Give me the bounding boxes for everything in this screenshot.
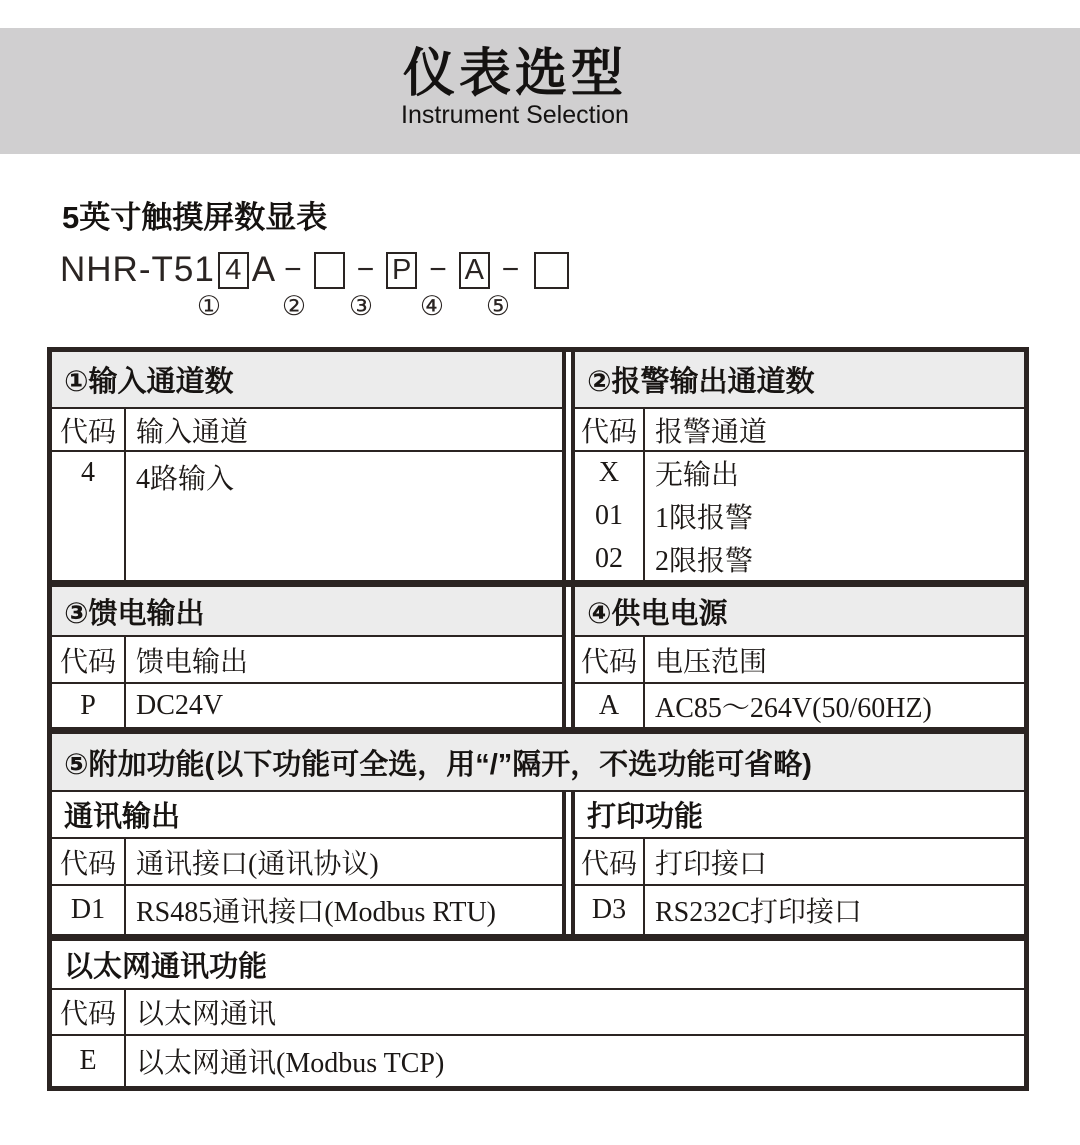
column-label: 打印接口 xyxy=(655,848,768,880)
table-row xyxy=(52,886,562,934)
desc-value: 无输出 xyxy=(655,460,740,492)
section4-column-row xyxy=(575,637,1024,684)
section-ethernet xyxy=(52,941,1024,1086)
print-column-row xyxy=(575,839,1024,886)
code-value: E xyxy=(52,1036,126,1086)
section-print-function xyxy=(571,792,1024,934)
table-row xyxy=(52,452,562,580)
table-rows-alarm xyxy=(575,452,1024,580)
desc-value: RS232C打印接口 xyxy=(655,897,862,928)
code-label: 代码 xyxy=(52,409,126,450)
product-heading: 5英寸触摸屏数显表 xyxy=(62,200,328,235)
table-row xyxy=(52,1036,1024,1086)
section-separator xyxy=(52,727,1024,734)
table-row xyxy=(575,684,1024,727)
section-input-channels xyxy=(52,352,566,580)
section-feed-output xyxy=(52,587,566,727)
model-position-marks xyxy=(0,291,1080,323)
print-subheader: 打印功能 xyxy=(575,792,1024,839)
circled-4: ④ xyxy=(419,291,445,321)
ethernet-column-row xyxy=(52,990,1024,1036)
code-value: D1 xyxy=(52,886,126,934)
section1-column-row xyxy=(52,409,562,452)
page-subtitle: Instrument Selection xyxy=(401,101,629,129)
desc-value: 4路输入 xyxy=(136,464,235,495)
model-code-line xyxy=(60,248,572,292)
code-label: 代码 xyxy=(575,839,645,884)
desc-value: 2限报警 xyxy=(655,545,754,577)
section4-header: ④供电电源 xyxy=(575,587,1024,637)
code-value: D3 xyxy=(575,886,645,934)
column-label: 馈电输出 xyxy=(136,646,249,678)
model-suffix-a: A xyxy=(251,250,276,289)
model-prefix: NHR-T51 xyxy=(60,250,215,289)
band-power xyxy=(52,587,1024,727)
code-value: 4 xyxy=(52,452,126,580)
section3-header: ③馈电输出 xyxy=(52,587,562,637)
column-label: 通讯接口(通讯协议) xyxy=(136,848,379,880)
code-value: 01 xyxy=(595,500,623,531)
section2-column-row xyxy=(575,409,1024,452)
circled-3: ③ xyxy=(348,291,374,321)
section1-header: ①输入通道数 xyxy=(52,352,562,409)
code-label: 代码 xyxy=(575,637,645,682)
model-box-2 xyxy=(314,252,345,289)
ethernet-subheader: 以太网通讯功能 xyxy=(52,941,1024,990)
desc-value: DC24V xyxy=(136,689,224,721)
comm-column-row xyxy=(52,839,562,886)
model-box-1: 4 xyxy=(218,252,249,289)
desc-value: 以太网通讯(Modbus TCP) xyxy=(136,1048,445,1079)
desc-value: RS485通讯接口(Modbus RTU) xyxy=(136,897,497,928)
section-comm-output xyxy=(52,792,566,934)
code-values xyxy=(575,452,645,580)
column-label: 以太网通讯 xyxy=(136,999,277,1030)
model-box-4: A xyxy=(459,252,490,289)
code-label: 代码 xyxy=(575,409,645,450)
section5-header: ⑤附加功能(以下功能可全选，用“/”隔开，不选功能可省略) xyxy=(52,734,1024,792)
column-label: 输入通道 xyxy=(136,416,249,448)
model-dash: − xyxy=(284,253,302,286)
circled-1: ① xyxy=(196,291,222,321)
section-separator xyxy=(52,934,1024,941)
comm-subheader: 通讯输出 xyxy=(52,792,562,839)
circled-2: ② xyxy=(281,291,307,321)
code-value: X xyxy=(598,457,620,489)
column-label: 报警通道 xyxy=(655,416,768,448)
code-value: 02 xyxy=(595,542,623,574)
circled-5: ⑤ xyxy=(485,291,511,321)
code-label: 代码 xyxy=(52,990,126,1034)
section2-header: ②报警输出通道数 xyxy=(575,352,1024,409)
desc-value: 1限报警 xyxy=(655,503,754,534)
model-dash: − xyxy=(356,253,375,286)
desc-values xyxy=(645,452,1024,580)
model-dash: − xyxy=(501,253,520,286)
table-row xyxy=(575,886,1024,934)
page-title: 仪表选型 xyxy=(402,45,627,103)
section-alarm-channels xyxy=(571,352,1024,580)
model-box-5 xyxy=(534,252,569,289)
model-dash: − xyxy=(429,253,447,286)
code-label: 代码 xyxy=(52,839,126,884)
model-box-3: P xyxy=(386,252,417,289)
code-label: 代码 xyxy=(52,637,126,682)
column-label: 电压范围 xyxy=(655,646,768,678)
table-row xyxy=(52,684,562,727)
code-value: A xyxy=(575,684,645,727)
band-comm-print xyxy=(52,792,1024,934)
section3-column-row xyxy=(52,637,562,684)
section-separator xyxy=(52,580,1024,587)
section-supply-power xyxy=(571,587,1024,727)
title-banner xyxy=(0,28,1080,154)
code-value: P xyxy=(52,684,126,727)
selection-table xyxy=(47,347,1029,1091)
band-input-alarm xyxy=(52,352,1024,580)
desc-value: AC85～264V(50/60HZ) xyxy=(655,692,932,724)
